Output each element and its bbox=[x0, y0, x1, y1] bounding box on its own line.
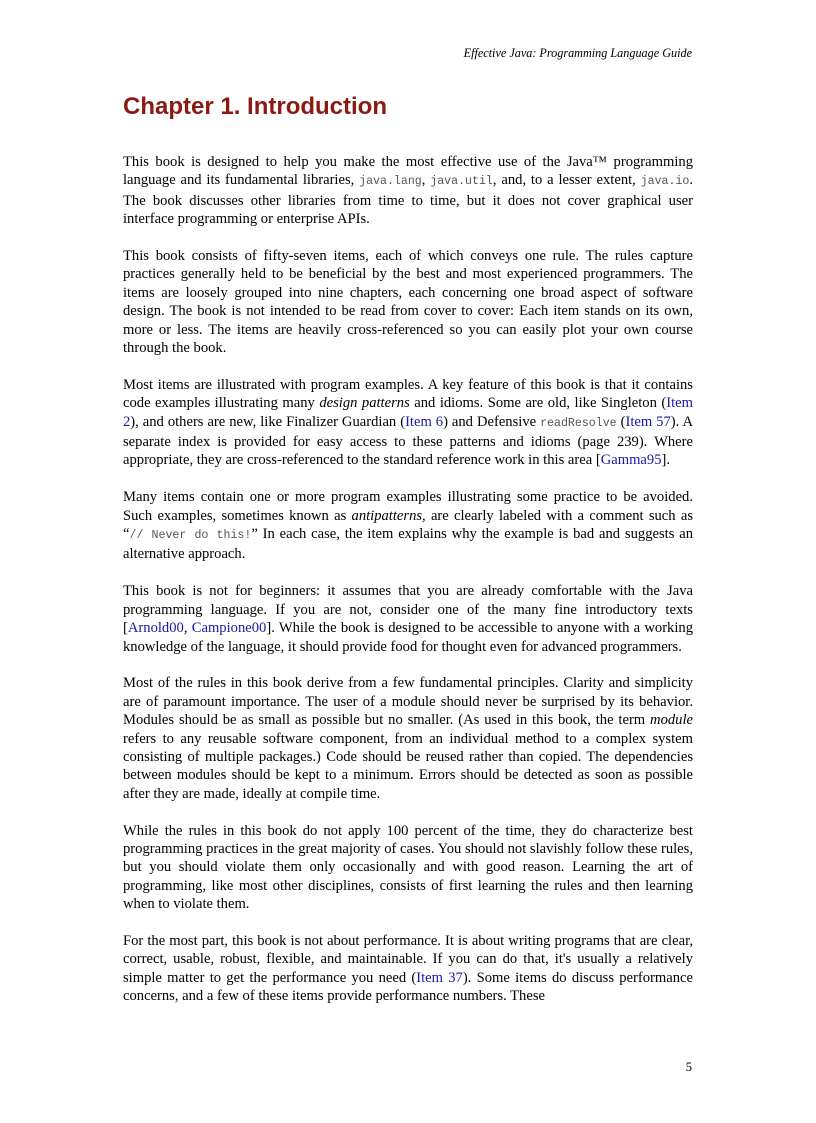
text-run: ), and others are new, like Finalizer Guardian ( bbox=[130, 413, 406, 430]
text-run: , bbox=[421, 172, 431, 189]
text-run: , and, to a lesser extent, bbox=[492, 172, 641, 189]
inline-code: java.io bbox=[640, 175, 690, 189]
text-run: . The book discusses other libraries from time to time, but it does not cover graphical user interface programming or enterprise APIs. bbox=[123, 172, 694, 228]
text-run: This book is not for beginners: it assumes that you are already comfortable with the Java programming language. If you are not, consider one of the many fine introductory texts [ bbox=[123, 583, 693, 637]
cross-reference-link[interactable]: Item 6 bbox=[405, 413, 444, 430]
text-run: Most items are illustrated with program examples. A key feature of this book is that it contains code examples illustrating many bbox=[123, 376, 693, 412]
running-header: Effective Java: Programming Language Guide bbox=[463, 46, 692, 60]
paragraph bbox=[123, 582, 693, 656]
inline-code: java.lang bbox=[359, 175, 422, 189]
cross-reference-link[interactable]: Item 2 bbox=[123, 395, 693, 430]
text-run: Many items contain one or more program examples illustrating some practice to be avoided. Such examples, sometimes known as bbox=[123, 489, 693, 524]
cross-reference-link[interactable]: Item 37 bbox=[416, 969, 463, 986]
chapter-body bbox=[123, 153, 693, 1024]
text-run: For the most part, this book is not about performance. It is about writing programs that are clear, correct, usable, robust, flexible, and maintainable. If you can do that, it's usually a relatively simple matter to get the performance you need ( bbox=[123, 932, 693, 986]
text-run: refers to any reusable software component, from an individual method to a complex system consisting of multiple packages.) Code should be reused rather than copied. The dependencies between modules should be kept to a minimum. Errors should be detected as soon as possible after they are made, ideally at compile time. bbox=[123, 730, 693, 802]
text-run: While the rules in this book do not apply 100 percent of the time, they do characterize best programming practices in the great majority of cases. You should not slavishly follow these rules, but you should violate them only occasionally and with good reason. Learning the art of programming, like most other disciplines, consists of first learning the rules and then learning when to violate them. bbox=[123, 822, 693, 913]
text-run: , bbox=[183, 620, 192, 637]
cross-reference-link[interactable]: Arnold00 bbox=[127, 620, 184, 637]
text-run: ). A separate index is provided for easy access to these patterns and idioms (page 239). Where appropriate, they are cross-referenced to the standard reference work in this area [ bbox=[123, 413, 693, 469]
text-run: Most of the rules in this book derive from a few fundamental principles. Clarity and simplicity are of paramount importance. The user of a module should never be surprised by its behavior. Modules should be as small as possible but no smaller. (As used in this book, the term bbox=[123, 675, 693, 729]
inline-code: java.util bbox=[430, 175, 493, 189]
text-run: ]. While the book is designed to be accessible to anyone with a working knowledge of the language, it should provide food for thought even for advanced programmers. bbox=[123, 620, 693, 655]
paragraph bbox=[123, 932, 693, 1006]
cross-reference-link[interactable]: Campione00 bbox=[191, 620, 267, 637]
page-number: 5 bbox=[685, 1060, 692, 1074]
text-run: This book is designed to help you make the most effective use of the Java™ programming language and its fundamental libraries, bbox=[123, 154, 693, 189]
paragraph bbox=[123, 674, 693, 803]
text-run: and idioms. Some are old, like Singleton ( bbox=[409, 395, 667, 412]
text-run: ). Some items do discuss performance concerns, and a few of these items provide performance numbers. These bbox=[123, 969, 693, 1005]
cross-reference-link[interactable]: Gamma95 bbox=[600, 452, 662, 469]
text-run: ( bbox=[616, 413, 626, 430]
text-run: are clearly labeled with a comment such as “ bbox=[123, 507, 693, 543]
paragraph bbox=[123, 247, 693, 357]
text-run: ” In each case, the item explains why the example is bad and suggests an alternative approach. bbox=[123, 526, 693, 563]
paragraph bbox=[123, 376, 693, 470]
chapter-title: Chapter 1. Introduction bbox=[123, 93, 387, 120]
emphasis-text: design patterns bbox=[319, 395, 410, 412]
text-run: ) and Defensive bbox=[443, 413, 541, 430]
text-run: This book consists of fifty-seven items, each of which conveys one rule. The rules capture practices generally held to be beneficial by the best and most experienced programmers. The items are loosely grouped into nine chapters, each concerning one broad aspect of software design. The book is not intended to be read from cover to cover: Each item stands on its own, more or less. The items are heavily cross-referenced so you can easily plot your own course through the book. bbox=[123, 248, 693, 357]
inline-code: // Never do this! bbox=[129, 529, 252, 543]
text-run: ]. bbox=[661, 452, 671, 469]
cross-reference-link[interactable]: Item 57 bbox=[625, 413, 671, 430]
paragraph bbox=[123, 153, 693, 229]
inline-code: readResolve bbox=[540, 416, 617, 430]
paragraph bbox=[123, 488, 693, 564]
paragraph bbox=[123, 822, 693, 914]
emphasis-text: antipatterns, bbox=[351, 507, 426, 524]
emphasis-text: module bbox=[650, 712, 693, 729]
